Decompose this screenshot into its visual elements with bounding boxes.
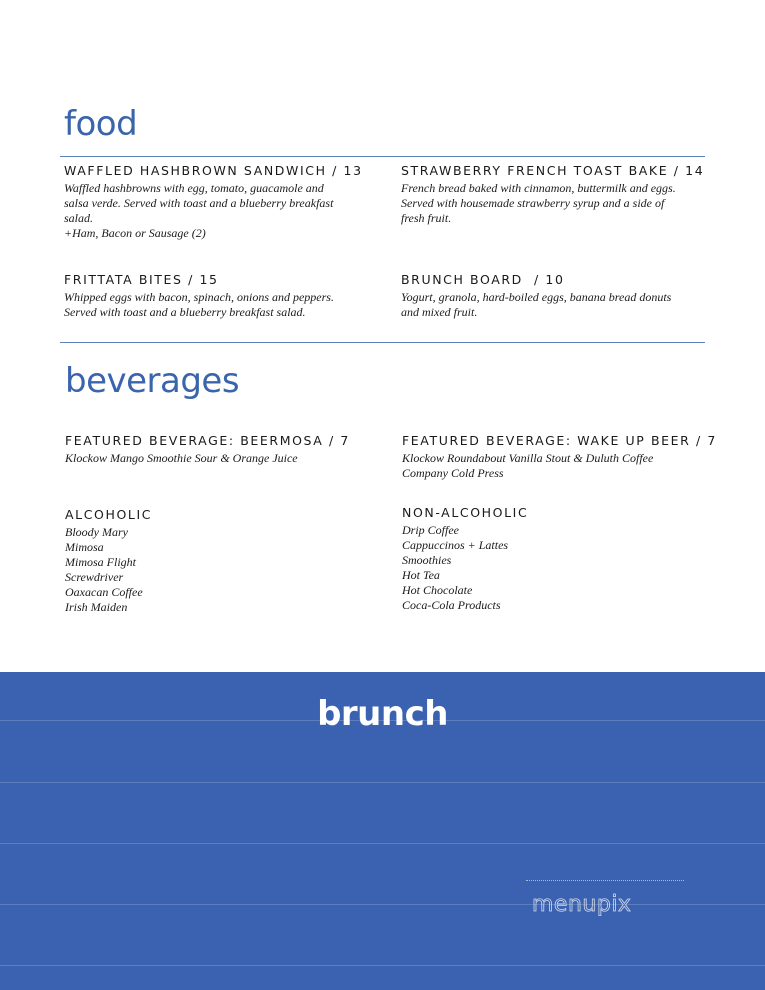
beverage-non-alcoholic-list — [402, 505, 702, 613]
food-item-frittata-bites — [64, 272, 364, 320]
description-line: Whipped eggs with bacon, spinach, onions and peppers. — [64, 290, 334, 304]
list-item: Screwdriver — [65, 570, 124, 584]
food-item-waffled-hashbrown-sandwich — [64, 163, 364, 241]
item-title: WAFFLED HASHBROWN SANDWICH / 13 — [64, 163, 363, 178]
list-item: Oaxacan Coffee — [65, 585, 143, 599]
banner-guide-line — [0, 965, 765, 966]
beverages-section-title: beverages — [65, 361, 240, 401]
item-description — [65, 525, 365, 615]
description-line: fresh fruit. — [401, 211, 452, 225]
item-description — [64, 290, 364, 320]
description-line: Klockow Mango Smoothie Sour & Orange Juice — [65, 451, 298, 465]
item-title: FEATURED BEVERAGE: WAKE UP BEER / 7 — [402, 433, 717, 448]
beverage-featured-beermosa — [65, 433, 365, 466]
description-line: salad. — [64, 211, 94, 225]
list-item: Hot Chocolate — [402, 583, 473, 597]
list-item: Bloody Mary — [65, 525, 128, 539]
item-description — [64, 181, 364, 241]
description-line: Klockow Roundabout Vanilla Stout & Duluth Coffee — [402, 451, 654, 465]
list-item: Irish Maiden — [65, 600, 128, 614]
brunch-banner — [0, 672, 765, 990]
description-line: and mixed fruit. — [401, 305, 478, 319]
list-item: Cappuccinos + Lattes — [402, 538, 509, 552]
description-line: salsa verde. Served with toast and a blueberry breakfast — [64, 196, 334, 210]
list-item: Smoothies — [402, 553, 452, 567]
item-description — [402, 523, 702, 613]
item-title: ALCOHOLIC — [65, 507, 153, 522]
menupix-watermark — [526, 880, 686, 936]
food-item-brunch-board — [401, 272, 701, 320]
item-title: BRUNCH BOARD / 10 — [401, 272, 565, 287]
food-bottom-rule — [60, 342, 705, 343]
description-line: French bread baked with cinnamon, buttermilk and eggs. — [401, 181, 676, 195]
description-line: Waffled hashbrowns with egg, tomato, guacamole and — [64, 181, 324, 195]
banner-guide-line — [0, 782, 765, 783]
banner-guide-line — [0, 843, 765, 844]
description-line: +Ham, Bacon or Sausage (2) — [64, 226, 206, 240]
brunch-banner-title: brunch — [317, 694, 448, 734]
list-item: Coca-Cola Products — [402, 598, 501, 612]
item-title: NON-ALCOHOLIC — [402, 505, 529, 520]
description-line: Served with housemade strawberry syrup and a side of — [401, 196, 665, 210]
description-line: Yogurt, granola, hard-boiled eggs, banana bread donuts — [401, 290, 672, 304]
list-item: Hot Tea — [402, 568, 440, 582]
item-description — [401, 181, 701, 226]
watermark-text: menupix — [532, 892, 632, 917]
beverage-alcoholic-list — [65, 507, 365, 615]
list-item: Mimosa Flight — [65, 555, 136, 569]
description-line: Company Cold Press — [402, 466, 504, 480]
item-title: FRITTATA BITES / 15 — [64, 272, 219, 287]
food-title-rule — [60, 156, 705, 157]
item-description — [402, 451, 702, 481]
item-title: FEATURED BEVERAGE: BEERMOSA / 7 — [65, 433, 350, 448]
food-section-title: food — [64, 104, 138, 144]
item-description — [401, 290, 701, 320]
beverage-featured-wake-up-beer — [402, 433, 717, 481]
list-item: Drip Coffee — [402, 523, 459, 537]
food-item-strawberry-french-toast-bake — [401, 163, 705, 226]
description-line: Served with toast and a blueberry breakfast salad. — [64, 305, 306, 319]
item-title: STRAWBERRY FRENCH TOAST BAKE / 14 — [401, 163, 705, 178]
list-item: Mimosa — [65, 540, 104, 554]
item-description — [65, 451, 365, 466]
